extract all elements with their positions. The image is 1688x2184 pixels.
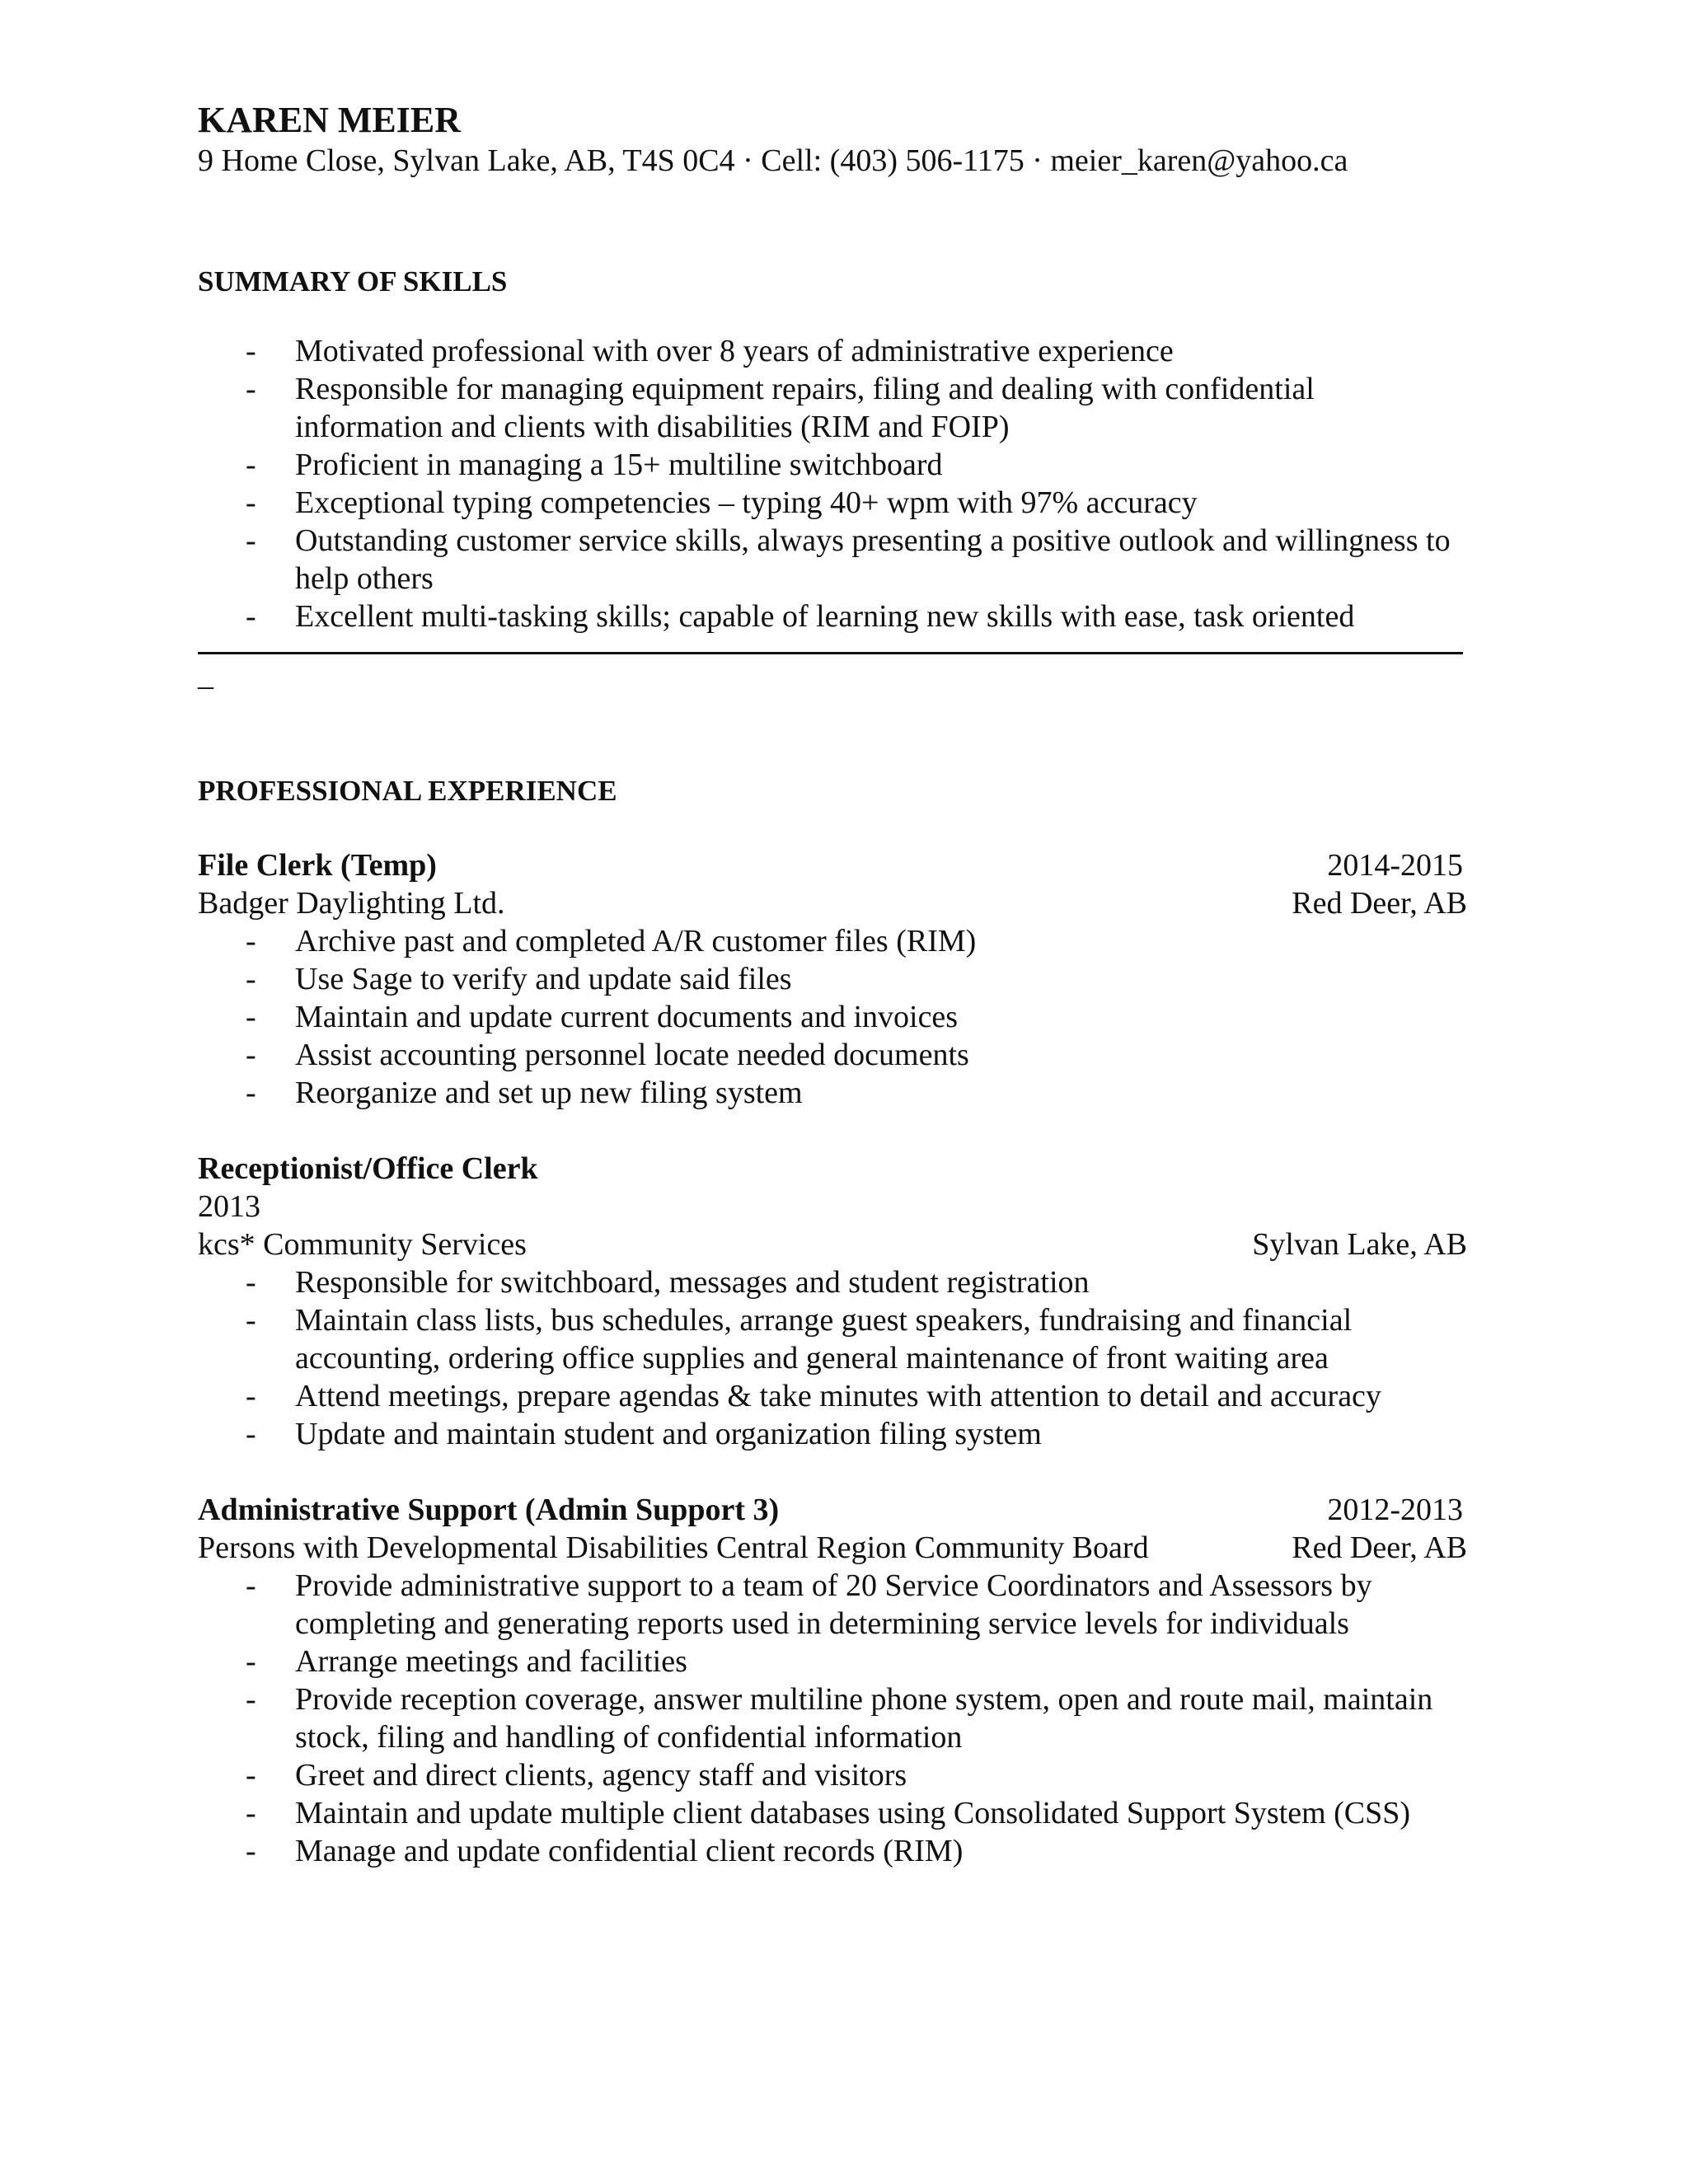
skill-item: - Motivated professional with over 8 years of administrative experience bbox=[246, 334, 1174, 368]
job-title-row bbox=[198, 846, 1467, 884]
divider-tail: _ bbox=[198, 658, 213, 692]
section-divider bbox=[198, 652, 1467, 694]
resume-header bbox=[198, 99, 1467, 180]
bullet-dash: - bbox=[246, 334, 256, 368]
duty-item: - Archive past and completed A/R customer files (RIM) bbox=[246, 924, 977, 958]
bullet-dash: - bbox=[246, 924, 256, 958]
job-employer-row bbox=[198, 1529, 1467, 1567]
job-employer: Persons with Developmental Disabilities Central Region Community Board bbox=[198, 1530, 1149, 1565]
skill-item: - Excellent multi-tasking skills; capable of learning new skills with ease, task oriented bbox=[246, 599, 1355, 634]
job-entry bbox=[198, 1491, 1467, 1870]
bullet-dash: - bbox=[246, 1265, 256, 1300]
bullet-dash: - bbox=[246, 1758, 256, 1793]
bullet-dash: - bbox=[246, 1834, 256, 1868]
skills-list bbox=[198, 332, 1467, 635]
job-dates: 2012-2013 bbox=[1327, 1493, 1463, 1527]
job-location: Red Deer, AB bbox=[1292, 886, 1467, 921]
job-title-row bbox=[198, 1491, 1467, 1529]
duty-item: - Maintain and update current documents and invoices bbox=[246, 1000, 959, 1034]
skill-item: - Proficient in managing a 15+ multiline switchboard bbox=[246, 448, 943, 482]
job-duties bbox=[198, 1567, 1467, 1870]
experience-section bbox=[198, 773, 1467, 1870]
job-title: File Clerk (Temp) bbox=[198, 848, 437, 883]
job-location: Sylvan Lake, AB bbox=[1252, 1227, 1467, 1262]
candidate-name: KAREN MEIER bbox=[198, 100, 462, 140]
duty-item: - Arrange meetings and facilities bbox=[246, 1644, 687, 1679]
job-entry bbox=[198, 1150, 1467, 1453]
duty-item: - Maintain class lists, bus schedules, arrange guest speakers, fundraising and financial accounting, ordering office supplies and general maintenance of front waiting area bbox=[246, 1303, 1353, 1376]
bullet-dash: - bbox=[246, 1379, 256, 1413]
duty-item: - Maintain and update multiple client databases using Consolidated Support System (CSS) bbox=[246, 1796, 1411, 1830]
bullet-dash: - bbox=[246, 1682, 256, 1717]
skills-heading: SUMMARY OF SKILLS bbox=[198, 265, 508, 298]
skill-item: - Exceptional typing competencies – typing 40+ wpm with 97% accuracy bbox=[246, 485, 1198, 520]
bullet-dash: - bbox=[246, 1417, 256, 1451]
duty-item: - Assist accounting personnel locate needed documents bbox=[246, 1038, 969, 1072]
bullet-dash: - bbox=[246, 1076, 256, 1110]
resume-document bbox=[198, 99, 1467, 1870]
job-location: Red Deer, AB bbox=[1292, 1530, 1467, 1565]
job-entry bbox=[198, 846, 1467, 1112]
skill-item: - Outstanding customer service skills, always presenting a positive outlook and willingness to help others bbox=[246, 523, 1451, 596]
job-employer: Badger Daylighting Ltd. bbox=[198, 886, 505, 921]
skills-section bbox=[198, 264, 1467, 635]
job-dates: 2013 bbox=[198, 1189, 260, 1224]
duty-item: - Use Sage to verify and update said files bbox=[246, 962, 792, 996]
duty-item: - Provide administrative support to a team of 20 Service Coordinators and Assessors by completing and generating reports used in determining service levels for individuals bbox=[246, 1568, 1372, 1641]
bullet-dash: - bbox=[246, 1000, 256, 1034]
bullet-dash: - bbox=[246, 485, 256, 520]
skill-item: - Responsible for managing equipment repairs, filing and dealing with confidential information and clients with disabilities (RIM and FOIP) bbox=[246, 372, 1315, 444]
job-dates: 2014-2015 bbox=[1327, 848, 1463, 883]
divider-line bbox=[198, 652, 1463, 654]
bullet-dash: - bbox=[246, 1568, 256, 1603]
bullet-dash: - bbox=[246, 523, 256, 558]
duty-item: - Provide reception coverage, answer multiline phone system, open and route mail, maintain stock, filing and handling of confidential information bbox=[246, 1682, 1433, 1755]
job-title: Administrative Support (Admin Support 3) bbox=[198, 1493, 780, 1527]
bullet-dash: - bbox=[246, 372, 256, 406]
duty-item: - Attend meetings, prepare agendas & take minutes with attention to detail and accuracy bbox=[246, 1379, 1381, 1413]
bullet-dash: - bbox=[246, 448, 256, 482]
bullet-dash: - bbox=[246, 1303, 256, 1338]
job-employer: kcs* Community Services bbox=[198, 1227, 527, 1262]
duty-item: - Reorganize and set up new filing system bbox=[246, 1076, 803, 1110]
bullet-dash: - bbox=[246, 1644, 256, 1679]
job-employer-row bbox=[198, 884, 1467, 922]
duty-item: - Responsible for switchboard, messages and student registration bbox=[246, 1265, 1090, 1300]
job-title: Receptionist/Office Clerk bbox=[198, 1151, 538, 1186]
bullet-dash: - bbox=[246, 1796, 256, 1830]
bullet-dash: - bbox=[246, 962, 256, 996]
job-employer-row bbox=[198, 1226, 1467, 1263]
experience-heading: PROFESSIONAL EXPERIENCE bbox=[198, 775, 617, 807]
duty-item: - Greet and direct clients, agency staff and visitors bbox=[246, 1758, 907, 1793]
bullet-dash: - bbox=[246, 1038, 256, 1072]
duty-item: - Manage and update confidential client records (RIM) bbox=[246, 1834, 964, 1868]
bullet-dash: - bbox=[246, 599, 256, 634]
job-duties bbox=[198, 1263, 1467, 1453]
duty-item: - Update and maintain student and organization filing system bbox=[246, 1417, 1042, 1451]
job-duties bbox=[198, 922, 1467, 1112]
contact-line: 9 Home Close, Sylvan Lake, AB, T4S 0C4 · Cell: (403) 506-1175 · meier_karen@yahoo.ca bbox=[198, 143, 1348, 178]
